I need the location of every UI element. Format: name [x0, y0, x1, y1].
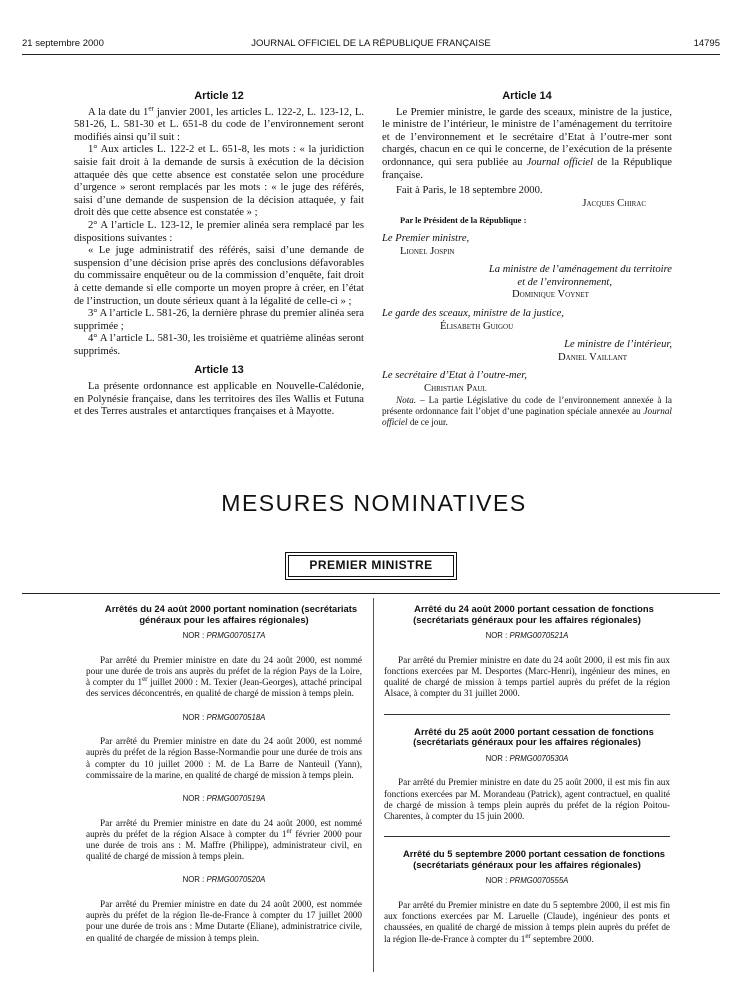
ministry-box	[285, 552, 457, 580]
nor-reference: NOR : PRMG0070519A	[182, 794, 266, 803]
header-rule	[22, 54, 720, 55]
signatory-name: Élisabeth Guigou	[440, 320, 514, 332]
decree-paragraph: Par arrêté du Premier ministre en date du 24 août 2000, est nommé pour une durée de trois ans auprès du préfet de la région Pays de la Loire, à compter du 1er juillet 2000 : M. Texier (Jean-Georges), attaché principal des services déconcentrés, en qualité de chargé de mission à temps plein.	[86, 654, 362, 699]
column-divider	[373, 598, 374, 972]
signatory-role: Le Premier ministre,	[382, 232, 470, 244]
decree-paragraph: Par arrêté du Premier ministre en date du 5 septembre 2000, il est mis fin aux fonctions exercées par M. Laruelle (Claude), ingénieur des ponts et chaussées, en qualité de chargé de mission à temps plein auprès du préfet de la région Ile-de-France à compter du 1er septembre 2000.	[384, 899, 670, 944]
article-12-paragraph: 4° A l’article L. 581-30, les troisième et quatrième alinéas seront supprimés.	[74, 333, 364, 357]
signatory-name: Dominique Voynet	[512, 289, 589, 301]
left-column-top	[74, 90, 364, 419]
section-title: MESURES NOMINATIVES	[221, 490, 527, 516]
decree-paragraph: Par arrêté du Premier ministre en date du 24 août 2000, est nommé auprès du préfet de la région Alsace à compter du 1er février 2000 pour une durée de trois ans : M. Maffre (Philippe), administrateur civil, en qualité de chargé de mission à temps plein.	[86, 817, 362, 862]
decree-heading: Arrêté du 24 août 2000 portant cessation de fonctions (secrétariats généraux pour les affaires régionales)	[413, 603, 654, 625]
nor-reference: NOR : PRMG0070521A	[485, 631, 569, 641]
header-journal-title: JOURNAL OFFICIEL DE LA RÉPUBLIQUE FRANÇAISE	[251, 38, 491, 49]
signatory-name: Daniel Vaillant	[558, 351, 628, 363]
decree-paragraph: Par arrêté du Premier ministre en date du 25 août 2000, il est mis fin aux fonctions exercées par M. Morandeau (Patrick), agent contractuel, en qualité de chargé de mission à temps plein auprès du préfet de la région Poitou-Charentes, à compter du 15 juin 2000.	[384, 777, 670, 821]
signatory-role: Le garde des sceaux, ministre de la justice,	[382, 307, 564, 319]
nor-reference: NOR : PRMG0070520A	[182, 875, 266, 885]
signatory-role: Le ministre de l’intérieur,	[564, 339, 672, 351]
decree-paragraph: Par arrêté du Premier ministre en date du 24 août 2000, il est mis fin aux fonctions exercées par M. Desportes (Marc-Henri), ingénieur des mines, en qualité de chargé de mission à temps partiel auprès du préfet de la région Alsace, à compter du 31 juillet 2000.	[384, 654, 670, 699]
signatory-role: Le secrétaire d’Etat à l’outre-mer,	[382, 370, 527, 382]
decree-paragraph: Par arrêté du Premier ministre en date du 24 août 2000, est nommée auprès du préfet de la région Ile-de-France à compter du 17 juillet 2000 pour une durée de trois ans : Mme Dutarte (Eliane), administratrice civile, en qualité de chargée de mission à temps plein.	[86, 899, 362, 943]
article-12-paragraph: 2° A l’article L. 123-12, le premier alinéa sera remplacé par les dispositions suivantes :	[74, 219, 364, 244]
header-page-number: 14795	[693, 38, 720, 49]
signature-president: Jacques Chirac	[582, 197, 646, 209]
decree-paragraph: Par arrêté du Premier ministre en date du 24 août 2000, est nommé auprès du préfet de la région Basse-Normandie pour une durée de trois ans à compter du 10 juillet 2000 : M. de La Barre de Nanteuil (Yann), commissaire de la marine, en qualité de chargé de mission à temps plein.	[86, 736, 362, 780]
article-12-heading: Article 12	[194, 90, 244, 102]
signatory-name: Lionel Jospin	[400, 245, 455, 257]
nor-reference: NOR : PRMG0070555A	[485, 876, 569, 886]
article-14-paragraph: Le Premier ministre, le garde des sceaux, ministre de la justice, le ministre de l’intérieur, le ministre de l’aménagement du territoire et de l’environnement et le secrétaire d’Etat à l’outre-mer sont chargés, chacun en ce qui le concerne, de l’exécution de la présente ordonnance, qui sera publiée au Journal officiel de la République française.	[382, 106, 673, 181]
nor-reference: NOR : PRMG0070530A	[485, 753, 569, 763]
right-column-bottom	[384, 604, 670, 945]
left-column-bottom	[86, 604, 362, 944]
signatory-name: Christian Paul	[424, 382, 487, 394]
decree-heading: Arrêtés du 24 août 2000 portant nomination (secrétariats généraux pour les affaires régionales)	[104, 603, 358, 625]
decree-separator	[384, 714, 670, 715]
article-12-paragraph: A la date du 1er janvier 2001, les articles L. 122-2, L. 123-12, L. 581-26, L. 581-30 et L. 651-8 du code de l’environnement seront modifiés ainsi qu’il suit :	[74, 104, 364, 143]
article-12-paragraph: 3° A l’article L. 581-26, la dernière phrase du premier alinéa sera supprimée ;	[74, 308, 364, 332]
ministry-box-label: PREMIER MINISTRE	[288, 555, 454, 577]
nor-reference: NOR : PRMG0070517A	[182, 631, 266, 641]
nota-paragraph: Nota. – La partie Législative du code de l’environnement annexée à la présente ordonnance fait l’objet d’une pagination spéciale annexée au Journal officiel de ce jour.	[382, 395, 672, 428]
signature-by-president-label: Par le Président de la République :	[400, 215, 527, 226]
article-13-heading: Article 13	[194, 364, 244, 377]
decree-heading: Arrêté du 25 août 2000 portant cessation de fonctions (secrétariats généraux pour les affaires régionales)	[413, 725, 654, 748]
right-column-top	[382, 90, 672, 428]
signatory-role: La ministre de l’aménagement du territoire	[488, 264, 672, 276]
header-date: 21 septembre 2000	[22, 38, 104, 49]
article-14-heading: Article 14	[502, 90, 552, 102]
decree-heading: Arrêté du 5 septembre 2000 portant cessation de fonctions (secrétariats généraux pour les affaires régionales)	[402, 848, 666, 870]
nor-reference: NOR : PRMG0070518A	[182, 712, 266, 722]
signatory-role: et de l’environnement,	[517, 276, 612, 288]
article-12-paragraph: « Le juge administratif des référés, saisi d’une demande de suspension d’une décision prise après des conclusions défavorables du commissaire enquêteur ou de la commission d’enquête, fait droit à cette demande si elle comporte un moyen propre à créer, en l’état de l’instruction, un doute sérieux quant à la légalité de celle-ci » ;	[74, 245, 364, 307]
article-12-paragraph: 1° Aux articles L. 122-2 et L. 651-8, les mots : « la juridiction saisie fait droit à la demande de sursis à exécution de la décision attaquée dès que cette absence est constatée selon une procédure d’urgence » seront remplacés par les mots : « le juge des référés, saisi d’une demande de suspension de la décision attaquée, y fait droit dès que cette absence est constatée » ;	[74, 144, 364, 219]
decree-separator	[384, 836, 670, 837]
signature-place-date: Fait à Paris, le 18 septembre 2000.	[396, 185, 543, 197]
page-header	[22, 38, 720, 52]
article-13-paragraph: La présente ordonnance est applicable en Nouvelle-Calédonie, en Polynésie française, dans les territoires des îles Wallis et Futuna et des Terres australes et antarctiques françaises et à Mayotte.	[74, 381, 364, 418]
section-rule	[22, 593, 720, 594]
